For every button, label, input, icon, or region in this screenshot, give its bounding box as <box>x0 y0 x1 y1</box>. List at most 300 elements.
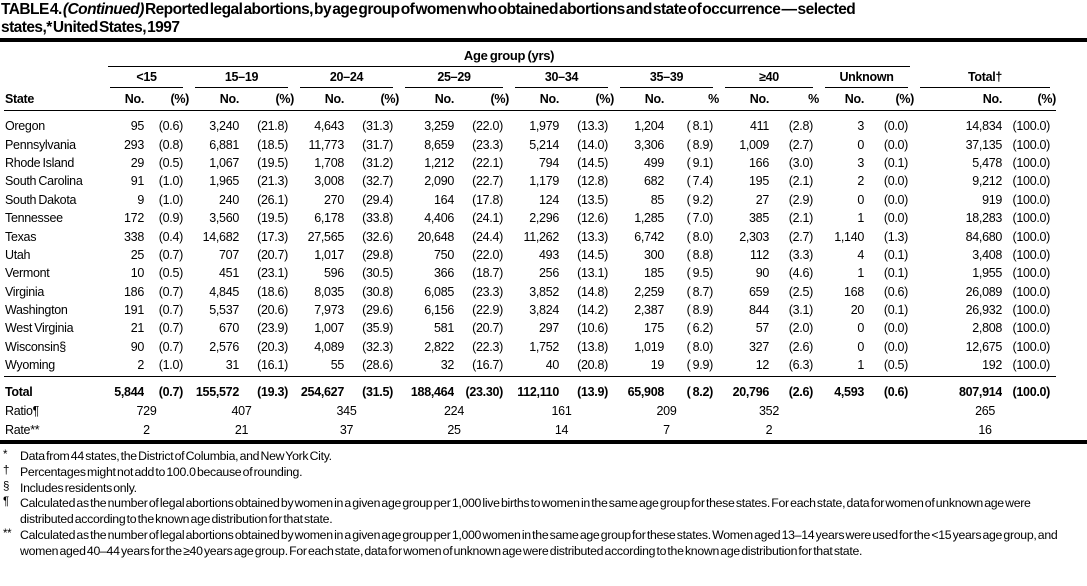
table-row <box>4 317 1056 335</box>
no-column-header: No. <box>914 88 1002 111</box>
pct-cell: (28.6) <box>362 358 393 373</box>
group-header-label: 15–19 <box>195 71 288 88</box>
footnotes <box>3 449 1087 560</box>
table-title-line2: states,* United States, 1997 <box>1 18 180 36</box>
pct-cell: (2.7) <box>788 229 813 244</box>
pct-cell: (0.5) <box>883 358 909 373</box>
pct-cell: (0.1) <box>883 155 909 170</box>
pct-cell: (29.8) <box>362 247 393 262</box>
no-cell: 1 <box>857 266 864 281</box>
total-no-cell: 4,593 <box>819 377 864 400</box>
footnote-marker: † <box>3 464 10 477</box>
pct-cell: ( 7.0) <box>686 211 713 226</box>
no-cell: 3 <box>857 119 864 134</box>
pct-column-header: (%) <box>239 88 294 111</box>
pct-cell: (22.0) <box>472 247 503 262</box>
pct-cell: (23.3) <box>472 137 503 152</box>
no-cell: 1,017 <box>314 247 344 262</box>
total-no-cell: 112,110 <box>509 377 559 400</box>
pct-cell: (35.9) <box>362 321 393 336</box>
total-no-cell: 5,844 <box>104 377 144 400</box>
no-cell: 297 <box>539 321 559 336</box>
group-header-3 <box>399 67 509 88</box>
pct-cell: (1.0) <box>158 174 183 189</box>
pct-cell: ( 8.9) <box>686 303 713 318</box>
state-name: South Carolina <box>5 174 83 189</box>
no-cell: 256 <box>539 266 559 281</box>
no-cell: 1,285 <box>634 211 664 226</box>
pct-cell: (14.2) <box>577 303 608 318</box>
no-cell: 596 <box>324 266 344 281</box>
footnote-marker: ** <box>3 527 12 540</box>
footnote-text: Data from 44 states, the District of Columbia, and New York City. <box>20 448 332 463</box>
no-cell: 6,178 <box>314 211 344 226</box>
pct-cell: ( 8.8) <box>686 247 713 262</box>
table-row <box>4 110 1056 133</box>
no-cell: 366 <box>434 266 454 281</box>
pct-cell: (22.9) <box>472 303 503 318</box>
total-no-cell: 188,464 <box>399 377 454 400</box>
group-header-1 <box>189 67 294 88</box>
pct-cell: (13.1) <box>577 266 608 281</box>
pct-cell: (100.0) <box>1012 321 1051 336</box>
pct-cell: (0.1) <box>883 303 909 318</box>
state-name: Oregon <box>5 119 45 134</box>
pct-cell: (2.1) <box>788 174 813 189</box>
no-cell: 8,659 <box>424 137 454 152</box>
table-row <box>4 207 1056 225</box>
footnote-marker: * <box>3 448 8 461</box>
pct-cell: (0.0) <box>883 137 909 152</box>
no-cell: 1,212 <box>424 155 454 170</box>
corner-cell <box>4 49 104 67</box>
total-pct-cell: ( 8.2) <box>664 377 719 400</box>
no-cell: 240 <box>219 192 239 207</box>
pct-cell: (18.7) <box>472 266 503 281</box>
state-name: Wisconsin§ <box>5 339 66 354</box>
table-row <box>4 280 1056 298</box>
pct-cell: (0.5) <box>158 155 183 170</box>
no-cell: 3,560 <box>209 211 239 226</box>
value-cell: 25 <box>447 422 461 437</box>
no-cell: 1,752 <box>529 339 559 354</box>
pct-cell: (30.5) <box>362 266 393 281</box>
total-pct-cell: (13.9) <box>559 377 614 400</box>
pct-cell: (0.0) <box>883 174 909 189</box>
no-cell: 682 <box>644 174 664 189</box>
table-row <box>4 152 1056 170</box>
no-cell: 581 <box>434 321 454 336</box>
pct-cell: (0.7) <box>158 303 183 318</box>
pct-cell: ( 9.5) <box>686 266 713 281</box>
pct-cell: (0.1) <box>883 266 909 281</box>
pct-cell: (23.9) <box>257 321 288 336</box>
total-no-cell: 807,914 <box>914 377 1002 400</box>
pct-cell: (2.0) <box>788 321 813 336</box>
no-cell: 2,808 <box>972 321 1003 336</box>
pct-cell: (17.8) <box>472 192 503 207</box>
no-cell: 90 <box>755 266 769 281</box>
total-label: Total <box>4 377 104 400</box>
no-cell: 195 <box>749 174 769 189</box>
no-cell: 27 <box>755 192 769 207</box>
no-cell: 300 <box>644 247 664 262</box>
no-cell: 20,648 <box>417 229 454 244</box>
no-cell: 4,089 <box>314 339 344 354</box>
pct-cell: (100.0) <box>1012 358 1051 373</box>
pct-cell: (20.7) <box>257 247 288 262</box>
pct-cell: (21.8) <box>257 119 288 134</box>
pct-cell: (0.0) <box>883 339 909 354</box>
pct-cell: (100.0) <box>1012 229 1051 244</box>
pct-cell: (12.6) <box>577 211 608 226</box>
value-cell: 345 <box>336 404 357 419</box>
sub-header-row <box>4 88 1056 111</box>
no-cell: 91 <box>130 174 144 189</box>
pct-cell: (0.0) <box>883 192 909 207</box>
no-cell: 164 <box>434 192 454 207</box>
value-cell: 352 <box>759 404 779 419</box>
no-cell: 57 <box>755 321 769 336</box>
pct-cell: (14.8) <box>577 284 608 299</box>
no-column-header: No. <box>719 88 769 111</box>
pct-cell: (22.7) <box>472 174 503 189</box>
value-cell: 265 <box>975 404 996 419</box>
no-cell: 124 <box>539 192 559 207</box>
no-cell: 1,007 <box>314 321 344 336</box>
no-cell: 166 <box>749 155 769 170</box>
footnote-text: Calculated as the number of legal abortions obtained by women in a given age group per 1,000 women in the same age group for these states. Women aged 13–14 years were used for the <15 years age group, and women aged 40–44 years for the ≥40 years age group. For each state, data for women of unknown age were distributed according to the known age distribution for that state. <box>20 527 1058 558</box>
group-header-label: <15 <box>110 71 183 88</box>
no-cell: 9 <box>137 192 144 207</box>
value-cell: 2 <box>143 422 150 437</box>
pct-cell: (31.3) <box>362 119 393 134</box>
pct-cell: (19.5) <box>257 155 288 170</box>
state-name: Virginia <box>5 284 45 299</box>
pct-cell: (100.0) <box>1012 339 1051 354</box>
table-row <box>4 244 1056 262</box>
no-cell: 794 <box>539 155 559 170</box>
pct-column-header: (%) <box>1002 88 1056 111</box>
no-column-header: No. <box>819 88 864 111</box>
total-pct-cell: (23.30) <box>454 377 509 400</box>
pct-cell: (31.7) <box>362 137 393 152</box>
footnote-text: Includes residents only. <box>20 480 137 495</box>
no-cell: 8,035 <box>314 284 344 299</box>
no-cell: 2,259 <box>634 284 664 299</box>
total-no-cell: 254,627 <box>294 377 344 400</box>
footnote <box>3 449 1083 465</box>
pct-cell: (17.3) <box>257 229 288 244</box>
pct-cell: (24.4) <box>472 229 503 244</box>
pct-cell: (100.0) <box>1012 155 1051 170</box>
pct-cell: (100.0) <box>1012 284 1051 299</box>
group-header-label: ≥40 <box>725 71 813 88</box>
pct-cell: (0.0) <box>883 119 909 134</box>
no-cell: 4,643 <box>314 119 344 134</box>
pct-cell: (0.7) <box>158 284 183 299</box>
ratio-label: Ratio¶ <box>5 404 40 419</box>
group-header-6 <box>719 67 819 88</box>
pct-cell: ( 7.4) <box>686 174 713 189</box>
pct-cell: (23.1) <box>257 266 288 281</box>
no-cell: 168 <box>844 284 864 299</box>
no-cell: 2,296 <box>529 211 559 226</box>
no-cell: 10 <box>130 266 144 281</box>
state-name: South Dakota <box>5 192 77 207</box>
total-pct-cell: (0.6) <box>864 377 914 400</box>
no-cell: 1,140 <box>834 229 864 244</box>
no-cell: 14,834 <box>965 119 1003 134</box>
pct-column-header: (%) <box>144 88 189 111</box>
pct-cell: (100.0) <box>1012 266 1051 281</box>
no-column-header: No. <box>104 88 144 111</box>
table-row <box>4 225 1056 243</box>
table-title-continued: (Continued) <box>62 1 144 18</box>
no-cell: 670 <box>219 321 239 336</box>
no-cell: 293 <box>124 137 144 152</box>
no-cell: 3,306 <box>634 137 664 152</box>
no-cell: 6,085 <box>424 284 454 299</box>
no-cell: 6,156 <box>424 303 454 318</box>
no-cell: 1,708 <box>314 155 344 170</box>
total-row <box>4 377 1056 400</box>
no-cell: 5,214 <box>529 137 559 152</box>
footnote <box>3 496 1083 528</box>
no-cell: 2,303 <box>739 229 769 244</box>
group-header-label: Unknown <box>825 71 908 88</box>
no-cell: 6,881 <box>209 137 239 152</box>
total-no-cell: 65,908 <box>614 377 664 400</box>
no-cell: 1,067 <box>209 155 239 170</box>
pct-cell: (33.8) <box>362 211 393 226</box>
pct-cell: (1.0) <box>158 358 183 373</box>
pct-cell: (14.5) <box>577 247 608 262</box>
no-cell: 1,204 <box>634 119 664 134</box>
pct-cell: (2.7) <box>788 137 813 152</box>
no-cell: 0 <box>857 192 864 207</box>
bottom-rule <box>0 440 1087 444</box>
no-cell: 7,973 <box>314 303 344 318</box>
group-header-8 <box>914 67 1056 88</box>
pct-cell: (14.5) <box>577 155 608 170</box>
pct-cell: (13.5) <box>577 192 608 207</box>
rate-row <box>4 418 1056 437</box>
no-cell: 2,822 <box>424 339 454 354</box>
no-cell: 1 <box>857 358 864 373</box>
abortions-by-age-table <box>4 49 1056 437</box>
no-cell: 2 <box>137 358 144 373</box>
no-cell: 21 <box>130 321 144 336</box>
pct-cell: (18.6) <box>257 284 288 299</box>
no-cell: 27,565 <box>307 229 344 244</box>
table-row <box>4 336 1056 354</box>
total-pct-cell: (19.3) <box>239 377 294 400</box>
pct-cell: ( 8.7) <box>686 284 713 299</box>
pct-cell: (0.7) <box>158 321 183 336</box>
pct-cell: (0.1) <box>883 247 909 262</box>
no-cell: 186 <box>124 284 144 299</box>
no-cell: 2,090 <box>424 174 454 189</box>
no-cell: 5,478 <box>972 155 1003 170</box>
pct-cell: (0.0) <box>883 321 909 336</box>
group-header-4 <box>509 67 614 88</box>
no-cell: 750 <box>434 247 454 262</box>
no-cell: 26,089 <box>965 284 1003 299</box>
no-cell: 55 <box>330 358 344 373</box>
group-header-label: 20–24 <box>300 71 393 88</box>
no-cell: 1,965 <box>209 174 239 189</box>
pct-cell: (22.1) <box>472 155 503 170</box>
no-cell: 4 <box>857 247 864 262</box>
state-name: Texas <box>5 229 37 244</box>
pct-cell: (16.7) <box>472 358 503 373</box>
pct-cell: ( 8.9) <box>686 137 713 152</box>
pct-cell: (32.6) <box>362 229 393 244</box>
state-spacer-cell <box>4 67 104 88</box>
no-cell: 1,019 <box>634 339 664 354</box>
no-cell: 5,537 <box>209 303 239 318</box>
no-cell: 2,576 <box>209 339 239 354</box>
state-name: Rhode Island <box>5 155 75 170</box>
value-cell: 224 <box>444 404 464 419</box>
pct-column-header: % <box>664 88 719 111</box>
no-cell: 40 <box>545 358 559 373</box>
no-cell: 32 <box>440 358 454 373</box>
no-cell: 29 <box>130 155 144 170</box>
table-title <box>0 0 1087 36</box>
no-cell: 411 <box>749 119 769 134</box>
no-cell: 112 <box>749 247 769 262</box>
value-cell: 16 <box>978 422 992 437</box>
pct-cell: (100.0) <box>1012 119 1051 134</box>
group-header-row <box>4 67 1056 88</box>
pct-cell: (31.2) <box>362 155 393 170</box>
no-cell: 0 <box>857 339 864 354</box>
no-cell: 493 <box>539 247 559 262</box>
no-cell: 12,675 <box>965 339 1003 354</box>
value-cell: 729 <box>136 404 157 419</box>
no-cell: 172 <box>124 211 144 226</box>
no-cell: 4,406 <box>424 211 454 226</box>
pct-cell: ( 9.2) <box>686 192 713 207</box>
pct-column-header: (%) <box>344 88 399 111</box>
no-cell: 25 <box>130 247 144 262</box>
state-name: Washington <box>5 303 68 318</box>
no-cell: 14,682 <box>202 229 239 244</box>
pct-cell: (14.0) <box>577 137 608 152</box>
span-header-row <box>4 49 1056 67</box>
pct-cell: (2.5) <box>788 284 813 299</box>
value-cell: 161 <box>551 404 572 419</box>
pct-cell: (16.1) <box>257 358 288 373</box>
pct-cell: (0.9) <box>158 211 183 226</box>
table-row <box>4 133 1056 151</box>
pct-cell: ( 8.1) <box>686 119 713 134</box>
pct-cell: (2.9) <box>788 192 813 207</box>
value-cell: 407 <box>231 404 252 419</box>
table-row <box>4 188 1056 206</box>
no-cell: 18,283 <box>965 211 1003 226</box>
no-column-header: No. <box>614 88 664 111</box>
footnote-text: Calculated as the number of legal abortions obtained by women in a given age group per 1,000 live births to women in the same age group for these states. For each state, data for women of unknown age were distributed according to the known age distribution for that state. <box>20 496 1031 527</box>
pct-cell: (2.8) <box>788 119 813 134</box>
no-column-header: No. <box>509 88 559 111</box>
pct-column-header: % <box>769 88 819 111</box>
age-group-span-header <box>104 49 914 67</box>
pct-cell: (3.3) <box>788 247 813 262</box>
pct-cell: (29.6) <box>362 303 393 318</box>
total-spacer-cell <box>914 49 1056 67</box>
no-cell: 84,680 <box>965 229 1003 244</box>
no-cell: 1,979 <box>529 119 559 134</box>
pct-cell: (23.3) <box>472 284 503 299</box>
pct-cell: (3.0) <box>788 155 813 170</box>
state-name: Vermont <box>5 266 50 281</box>
pct-cell: (0.8) <box>158 137 183 152</box>
pct-cell: (20.6) <box>257 303 288 318</box>
total-pct-cell: (31.5) <box>344 377 399 400</box>
no-cell: 90 <box>130 339 144 354</box>
pct-cell: (100.0) <box>1012 137 1051 152</box>
table-title-text: Reported legal abortions, by age group of women who obtained abortions and state of occurrence — selected <box>143 1 856 18</box>
ratio-row <box>4 399 1056 418</box>
no-cell: 85 <box>650 192 664 207</box>
no-cell: 31 <box>225 358 239 373</box>
no-cell: 844 <box>749 303 769 318</box>
pct-cell: (30.8) <box>362 284 393 299</box>
group-header-5 <box>614 67 719 88</box>
pct-cell: (22.0) <box>472 119 503 134</box>
pct-cell: (10.6) <box>577 321 608 336</box>
no-cell: 919 <box>982 192 1003 207</box>
no-cell: 175 <box>644 321 664 336</box>
table-title-number: TABLE 4. <box>1 1 63 18</box>
no-cell: 270 <box>324 192 344 207</box>
top-rule <box>0 38 1087 42</box>
pct-column-header: (%) <box>864 88 914 111</box>
pct-cell: (21.3) <box>257 174 288 189</box>
pct-cell: (100.0) <box>1012 211 1051 226</box>
pct-cell: (22.3) <box>472 339 503 354</box>
no-cell: 11,773 <box>308 137 344 152</box>
no-cell: 0 <box>857 321 864 336</box>
footnote <box>3 465 1083 481</box>
pct-cell: (13.3) <box>577 229 608 244</box>
pct-cell: (3.1) <box>788 303 813 318</box>
group-header-7 <box>819 67 914 88</box>
value-cell: 37 <box>339 422 354 437</box>
pct-cell: (100.0) <box>1012 247 1051 262</box>
value-cell <box>819 399 914 418</box>
table-head <box>4 49 1056 110</box>
no-column-header: No. <box>294 88 344 111</box>
footnote-marker: § <box>3 480 10 493</box>
pct-cell: (6.3) <box>788 358 813 373</box>
pct-cell: (20.8) <box>577 358 608 373</box>
no-cell: 3,240 <box>209 119 239 134</box>
pct-cell: (100.0) <box>1012 303 1051 318</box>
total-pct-cell: (100.0) <box>1002 377 1056 400</box>
no-cell: 1 <box>857 211 864 226</box>
age-group-span-label: Age group (yrs) <box>108 49 910 67</box>
no-cell: 2 <box>857 174 864 189</box>
table-row <box>4 262 1056 280</box>
no-cell: 20 <box>850 303 864 318</box>
no-cell: 19 <box>650 358 664 373</box>
state-name: Wyoming <box>5 358 55 373</box>
no-cell: 499 <box>644 155 664 170</box>
